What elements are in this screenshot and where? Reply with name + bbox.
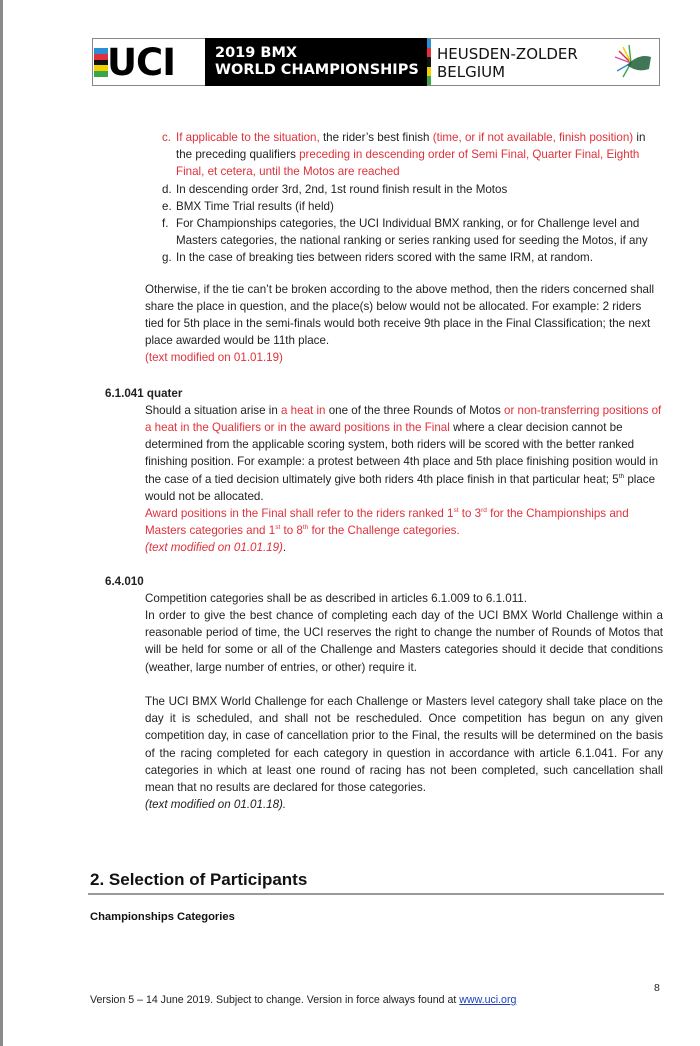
list-label: c.: [162, 131, 172, 144]
text-span: place would not be allocated.: [145, 472, 656, 503]
rainbow-divider: [427, 39, 431, 85]
text-span: to 3: [458, 507, 482, 521]
spacer: [162, 367, 662, 385]
list-item-e: [162, 198, 662, 215]
article-6410-para1: In order to give the best chance of completing each day of the UCI BMX World Challenge within a reasonable period of time, the UCI reserves the right to change the number of Rounds of Motos that will be held for some or all of the Challenge and Masters categories should it decide that conditions (weather, large number of entries, or other) require it.: [145, 609, 663, 674]
list-text: BMX Time Trial results (if held): [176, 199, 334, 213]
list-text: in the preceding qualifiers: [176, 131, 646, 162]
text-span: for the Challenge categories.: [308, 524, 460, 538]
superscript: st: [453, 507, 459, 515]
superscript: st: [275, 524, 281, 532]
footer-text: Version 5 – 14 June 2019. Subject to change. Version in force always found at: [90, 994, 460, 1006]
list-label: f.: [162, 217, 169, 231]
text-span: to 8: [280, 524, 303, 538]
uci-website-link[interactable]: www.uci.org: [459, 994, 517, 1006]
viewer-edge: [0, 0, 3, 1046]
tie-paragraph: [145, 281, 660, 367]
event-banner: [92, 38, 660, 86]
list-item-d: [162, 181, 662, 198]
note-text: (text modified on 01.01.19): [145, 541, 283, 555]
spacer: [162, 267, 662, 281]
event-title: [205, 38, 427, 86]
rainbow-stripes-icon: [94, 48, 108, 77]
modified-note: (text modified on 01.01.19): [145, 351, 283, 365]
event-location: [437, 45, 578, 81]
spacer: [162, 557, 662, 573]
list-item-c: [162, 129, 662, 181]
list-item-g: [162, 249, 662, 266]
location-city: HEUSDEN-ZOLDER: [437, 45, 578, 63]
article-number: 6.1.041 quater: [105, 386, 183, 400]
tie-text: Otherwise, if the tie can’t be broken according to the above method, then the riders concerned shall share the place in question, and the place(s) below would not be allocated. For example: 2 riders tied for 5th place in the semi-finals would both receive 9th place in the Final Classification; the next place awarded would be 11th place.: [145, 282, 655, 348]
list-label: d.: [162, 182, 172, 196]
page-number: 8: [654, 982, 660, 994]
list-text: In the case of breaking ties between riders scored with the same IRM, at random.: [176, 251, 593, 265]
list-body: [176, 129, 662, 181]
text-span: Award positions in the Final shall refer to the riders ranked 1: [145, 507, 454, 521]
article-quater-text: [145, 402, 663, 505]
list-text-red: If applicable to the situation,: [176, 131, 320, 144]
location-country: BELGIUM: [437, 63, 506, 81]
event-title-line2: WORLD CHAMPIONSHIPS: [215, 62, 419, 78]
modified-note: [145, 539, 663, 556]
text-span: where a clear decision cannot be determined from the applicable scoring system, both riders will be scored with the better ranked finishing position. For example: a protest between 4th place and 5th place finishing position would in the case of a tied decision ultimately give both riders 4th place finish in that particular heat; 5: [145, 421, 659, 486]
list-text: For Championships categories, the UCI Individual BMX ranking, or for Challenge level and Masters categories, the national ranking or series ranking used for seeding the Motos, if any: [176, 217, 648, 248]
uci-logo: UCI: [107, 41, 175, 84]
text-span: one of the three Rounds of Motos: [325, 403, 505, 417]
tie-break-list: [105, 129, 663, 813]
superscript: th: [618, 472, 625, 480]
section-divider: [88, 893, 664, 895]
footer: [90, 994, 516, 1007]
article-quater: [105, 385, 663, 557]
spacer: [145, 676, 663, 693]
section-subtitle: Championships Categories: [90, 911, 235, 923]
list-text-red: preceding in descending order of Semi Final, Quarter Final, Eighth Final, et cetera, until the Motos are reached: [176, 148, 640, 179]
modified-note: (text modified on 01.01.18).: [145, 798, 287, 812]
text-span: Should a situation arise in: [145, 403, 281, 417]
article-number: 6.4.010: [105, 574, 144, 588]
text-span: .: [282, 541, 287, 555]
list-text: the rider’s best finish: [319, 131, 433, 144]
article-6410: [105, 573, 663, 814]
text-span-red: a heat in: [281, 403, 326, 417]
list-label: e.: [162, 199, 172, 213]
list-text-red: (time, or if not available, finish position): [432, 131, 634, 144]
text-span-red: or non-transferring positions of a heat in the Qualifiers or in the award positions in the Final: [145, 403, 662, 435]
section-title: 2. Selection of Participants: [90, 870, 308, 889]
text-span: for the Championships and Masters categories and 1: [145, 507, 629, 538]
bmx-logo-icon: [609, 43, 653, 83]
award-positions-text: [145, 505, 663, 539]
superscript: rd: [481, 507, 487, 515]
article-6410-para2: The UCI BMX World Challenge for each Challenge or Masters level category shall take place on the day it is scheduled, and shall not be rescheduled. Once competition has begun on any given competition day, in case of cancellation prior to the Final, the results will be determined on the basis of the racing completed for each category in question in accordance with article 6.1.041. For any categories in which at least one round of racing has not been completed, such cancellation shall mean that no results are declared for those categories.: [145, 694, 663, 794]
superscript: th: [302, 524, 309, 532]
list-label: g.: [162, 251, 172, 265]
list-text: In descending order 3rd, 2nd, 1st round finish result in the Motos: [176, 182, 508, 196]
list-item-f: [162, 215, 662, 249]
event-title-line1: 2019 BMX: [215, 45, 298, 61]
article-6410-line1: Competition categories shall be as described in articles 6.1.009 to 6.1.011.: [145, 591, 527, 605]
